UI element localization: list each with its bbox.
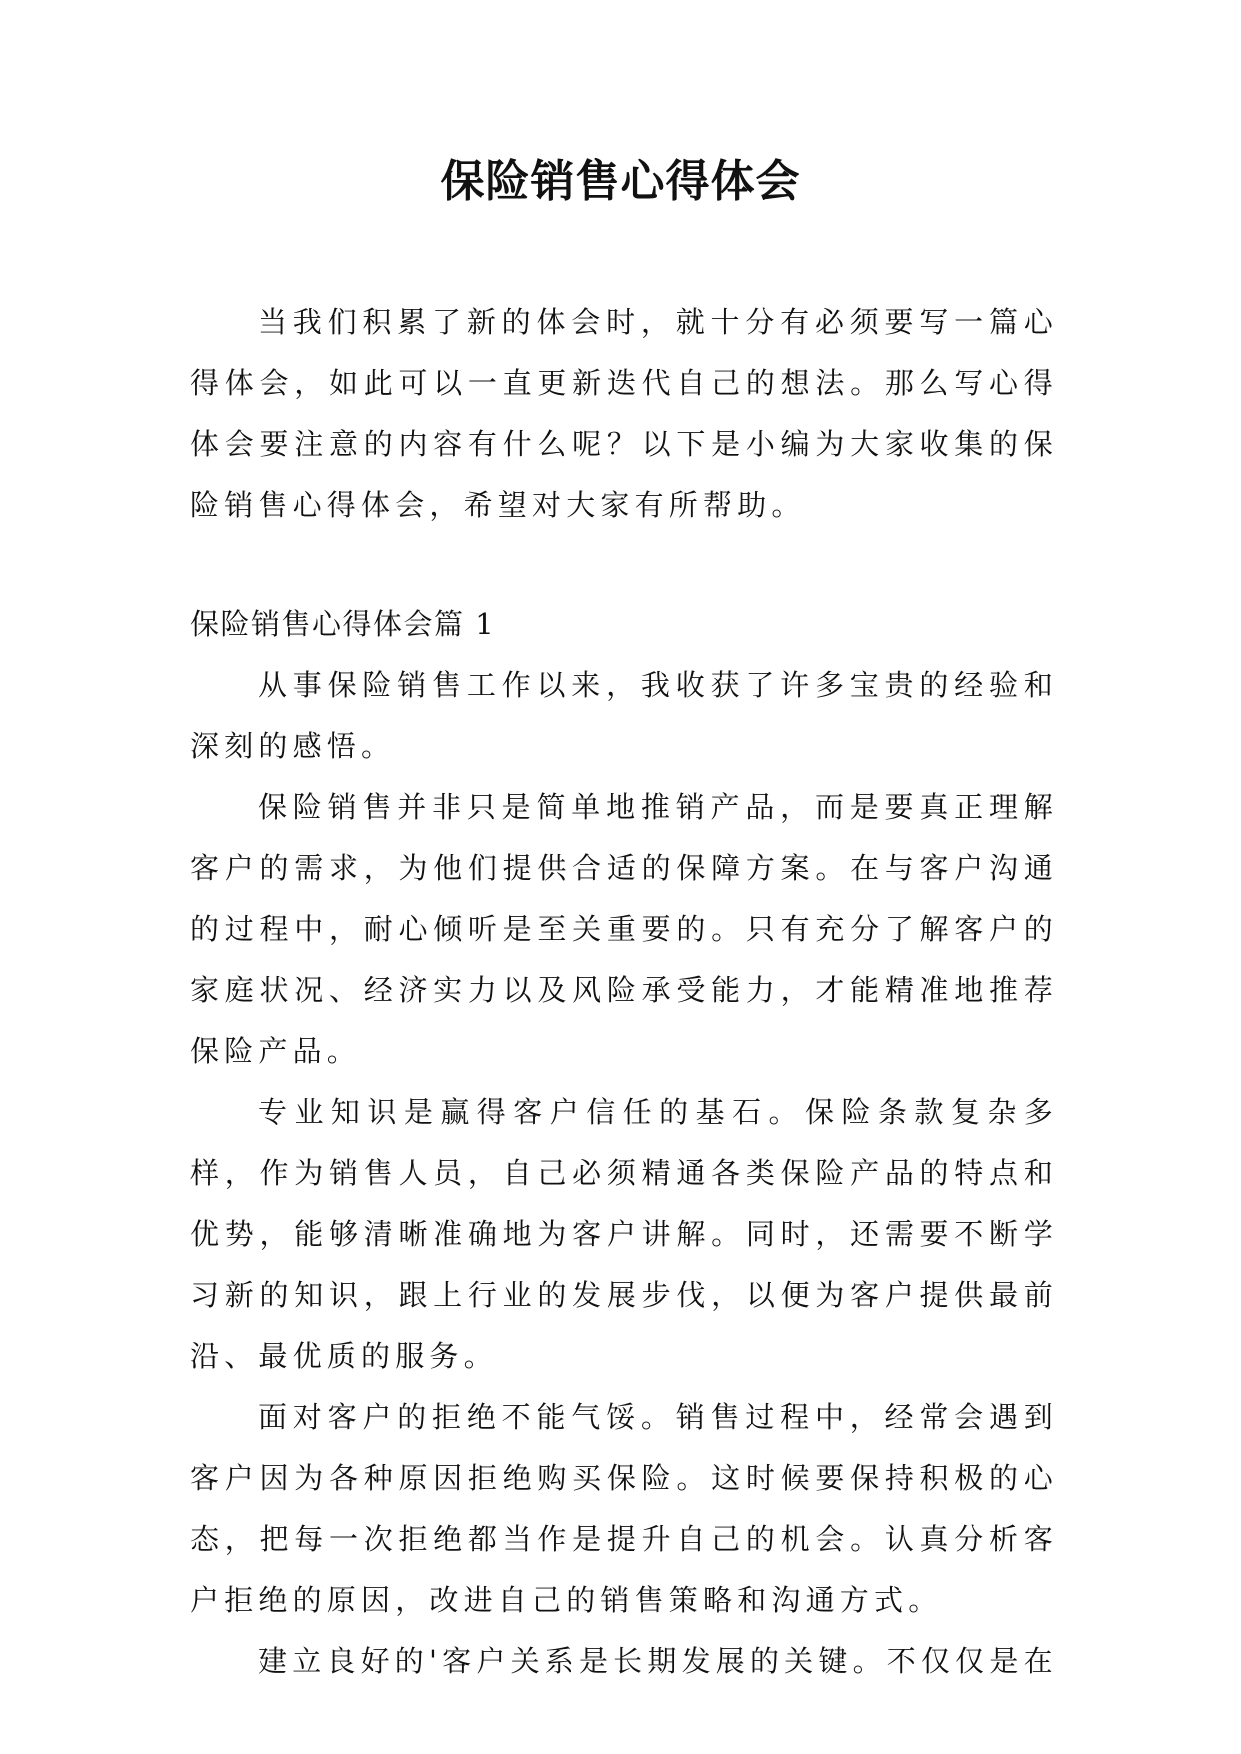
body-paragraph: 建立良好的'客户关系是长期发展的关键。不仅仅是在 (258, 1644, 1058, 1678)
document-title: 保险销售心得体会 (440, 156, 801, 207)
body-paragraph: 从事保险销售工作以来，我收获了许多宝贵的经验和深刻的感悟。 (190, 668, 1058, 763)
intro-paragraph: 当我们积累了新的体会时，就十分有必须要写一篇心得体会，如此可以一直更新迭代自己的想法。那么写心得体会要注意的内容有什么呢？以下是小编为大家收集的保险销售心得体会，希望对大家有所帮助。 (190, 305, 1058, 522)
body-paragraph: 专业知识是赢得客户信任的基石。保险条款复杂多样，作为销售人员，自己必须精通各类保险产品的特点和优势，能够清晰准确地为客户讲解。同时，还需要不断学习新的知识，跟上行业的发展步伐，以便为客户提供最前沿、最优质的服务。 (190, 1095, 1058, 1373)
section-spacer (190, 536, 1058, 594)
body-paragraph: 保险销售并非只是简单地推销产品，而是要真正理解客户的需求，为他们提供合适的保障方案。在与客户沟通的过程中，耐心倾听是至关重要的。只有充分了解客户的家庭状况、经济实力以及风险承受能力，才能精准地推荐保险产品。 (190, 790, 1058, 1068)
body-paragraph: 面对客户的拒绝不能气馁。销售过程中，经常会遇到客户因为各种原因拒绝购买保险。这时候要保持积极的心态，把每一次拒绝都当作是提升自己的机会。认真分析客户拒绝的原因，改进自己的销售策略和沟通方式。 (190, 1400, 1058, 1617)
document-body (190, 292, 1058, 1692)
section-title: 保险销售心得体会篇 1 (190, 607, 496, 641)
